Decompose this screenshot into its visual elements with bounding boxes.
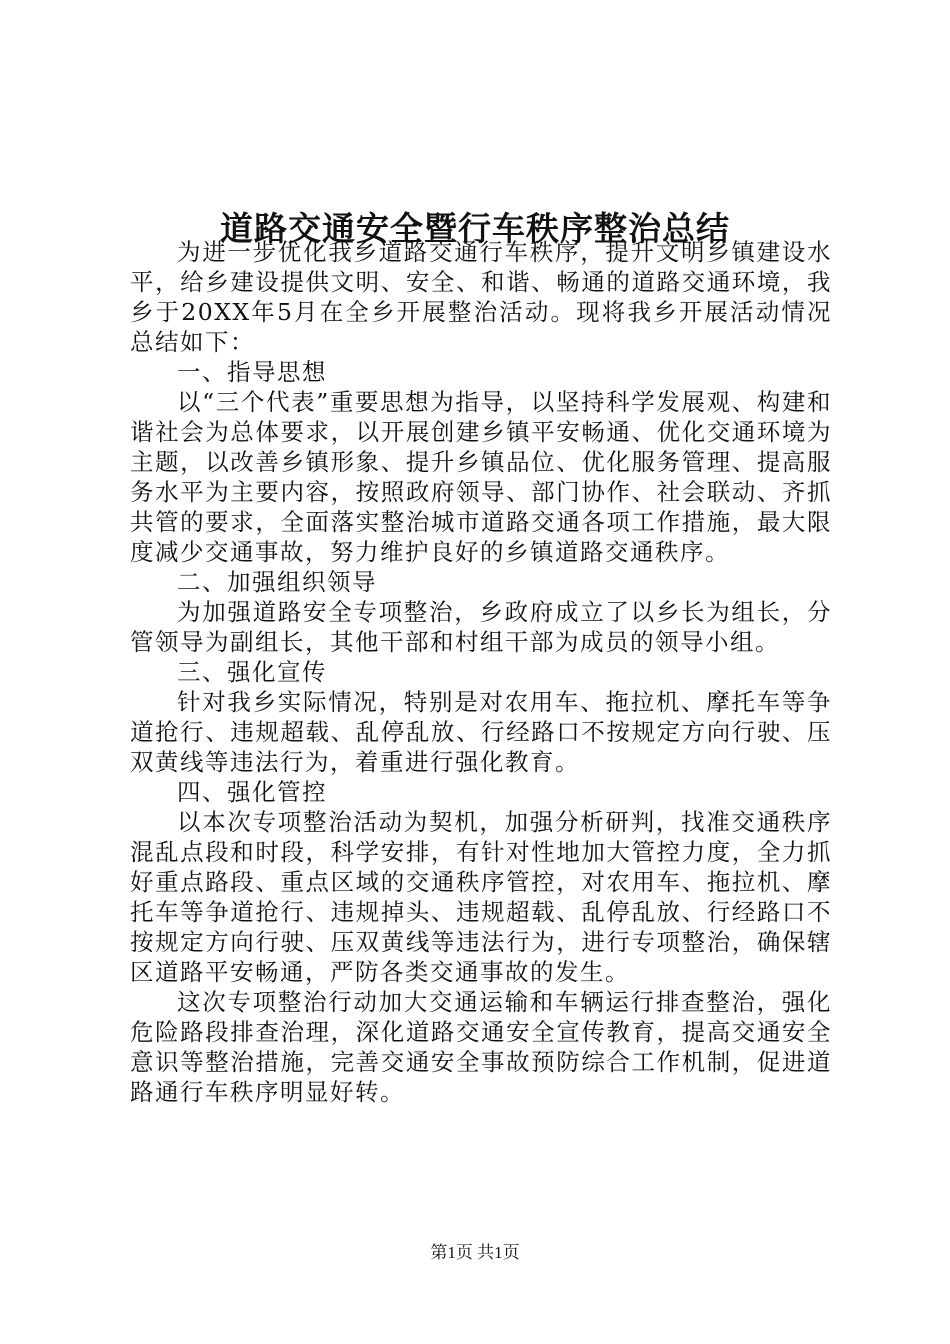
organization-paragraph: 为加强道路安全专项整治，乡政府成立了以乡长为组长，分管领导为副组长，其他干部和村组干部为成员的领导小组。 bbox=[130, 598, 832, 656]
page-footer: 第1页 共1页 bbox=[430, 1243, 520, 1262]
document-body bbox=[130, 237, 832, 1107]
intro-paragraph: 为进一步优化我乡道路交通行车秩序，提升文明乡镇建设水平，给乡建设提供文明、安全、和谐、畅通的道路交通环境，我乡于20XX年5月在全乡开展整治活动。现将我乡开展活动情况总结如下： bbox=[130, 238, 832, 356]
section-heading-guiding-ideology: 一、指导思想 bbox=[177, 358, 327, 386]
section-heading-organization: 二、加强组织领导 bbox=[177, 568, 377, 596]
section-heading-control: 四、强化管控 bbox=[177, 778, 327, 806]
section-heading-publicity: 三、强化宣传 bbox=[177, 658, 327, 686]
publicity-paragraph: 针对我乡实际情况，特别是对农用车、拖拉机、摩托车等争道抢行、违规超载、乱停乱放、行经路口不按规定方向行驶、压双黄线等违法行为，着重进行强化教育。 bbox=[130, 688, 832, 776]
guiding-ideology-paragraph: 以“三个代表”重要思想为指导，以坚持科学发展观、构建和谐社会为总体要求，以开展创建乡镇平安畅通、优化交通环境为主题，以改善乡镇形象、提升乡镇品位、优化服务管理、提高服务水平为主要内容，按照政府领导、部门协作、社会联动、齐抓共管的要求，全面落实整治城市道路交通各项工作措施，最大限度减少交通事故，努力维护良好的乡镇道路交通秩序。 bbox=[130, 388, 832, 566]
control-paragraph: 以本次专项整治活动为契机，加强分析研判，找准交通秩序混乱点段和时段，科学安排，有针对性地加大管控力度，全力抓好重点路段、重点区域的交通秩序管控，对农用车、拖拉机、摩托车等争道抢行、违规掉头、违规超载、乱停乱放、行经路口不按规定方向行驶、压双黄线等违法行为，进行专项整治，确保辖区道路平安畅通，严防各类交通事故的发生。 bbox=[130, 808, 832, 986]
conclusion-paragraph: 这次专项整治行动加大交通运输和车辆运行排查整治，强化危险路段排查治理，深化道路交通安全宣传教育，提高交通安全意识等整治措施，完善交通安全事故预防综合工作机制，促进道路通行车秩序明显好转。 bbox=[130, 988, 832, 1106]
document-title: 道路交通安全暨行车秩序整治总结 bbox=[220, 209, 730, 249]
